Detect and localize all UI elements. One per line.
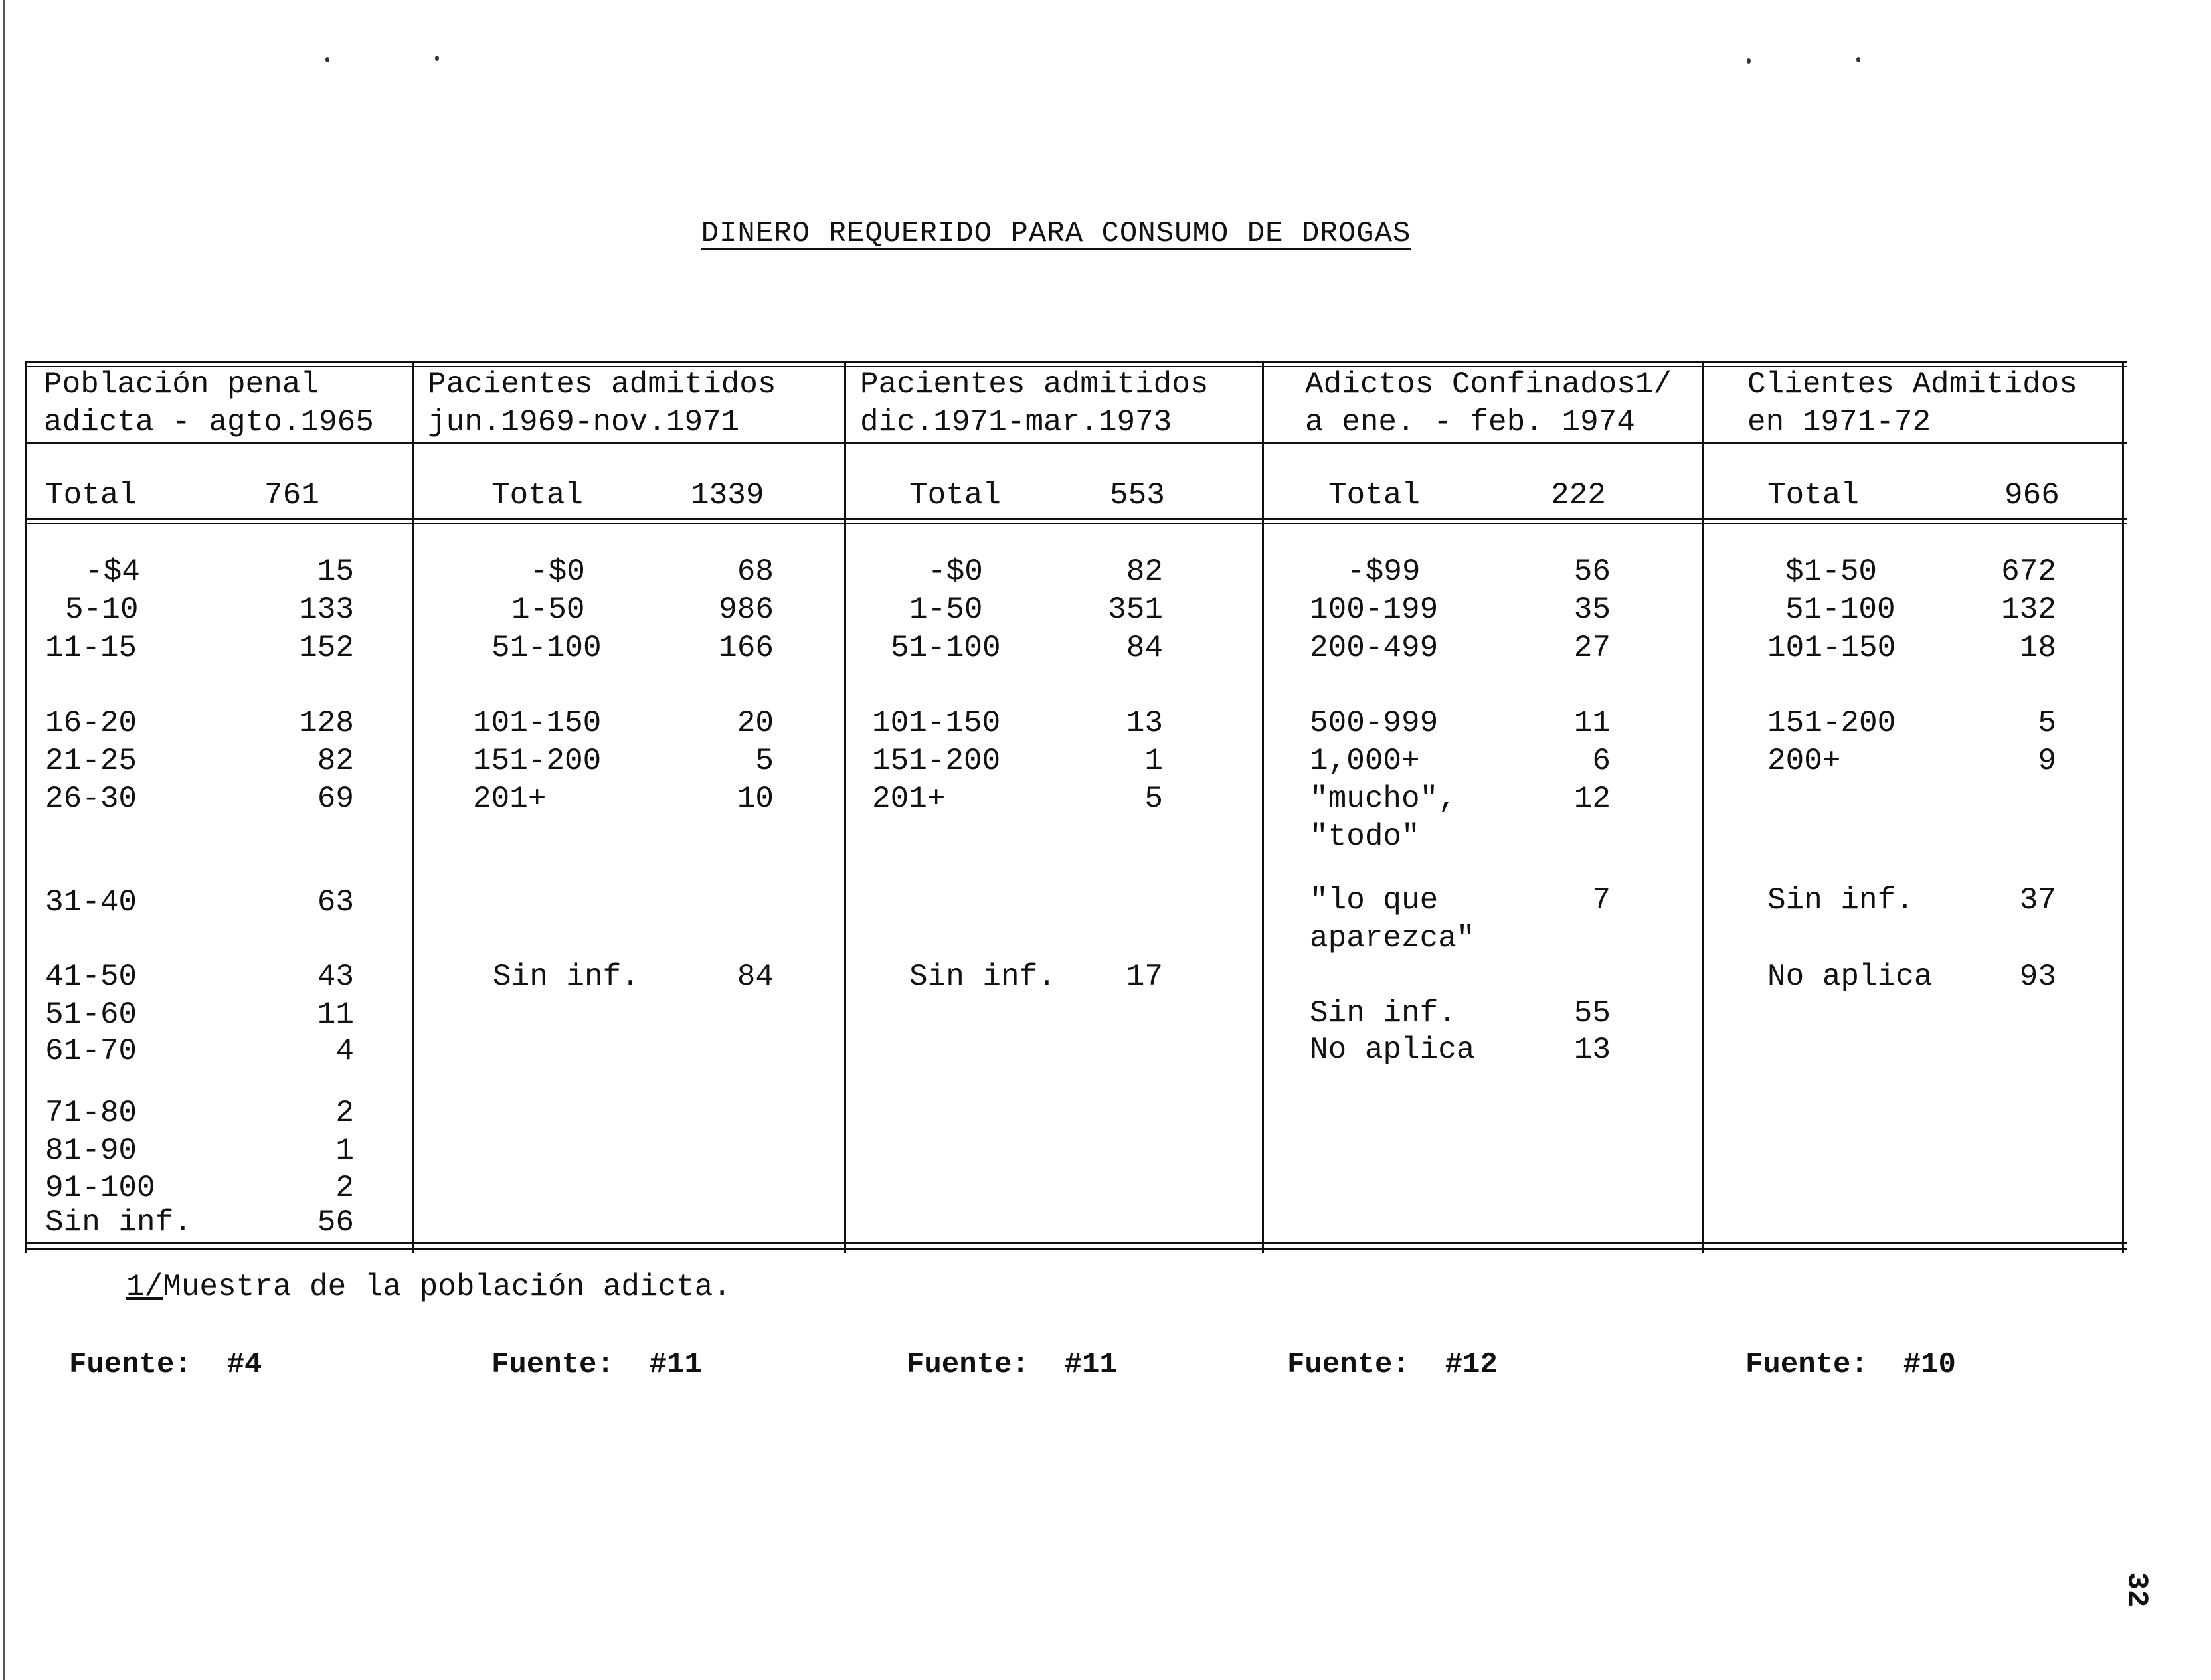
count-cell: 672 [2001, 554, 2056, 589]
range-cell: 1,000+ [1310, 744, 1420, 778]
total-label: Total [45, 478, 137, 513]
source-citation [907, 1350, 1117, 1379]
scan-speck [1747, 58, 1751, 64]
count-cell: 15 [317, 554, 354, 589]
count-cell: 17 [1126, 960, 1163, 994]
scan-speck [325, 57, 329, 62]
col-divider [2122, 361, 2124, 1253]
range-cell: -$0 [928, 554, 983, 589]
total-value: 553 [1110, 478, 1165, 513]
count-cell: 12 [1573, 782, 1611, 816]
range-cell: Sin inf. [1310, 996, 1457, 1031]
count-cell: 1 [1144, 744, 1163, 778]
count-cell: 13 [1126, 706, 1163, 740]
column-pacientes-1969-1971 [412, 361, 844, 1253]
total-label: Total [491, 478, 584, 513]
count-cell: 4 [335, 1034, 354, 1068]
range-cell: Sin inf. [1767, 883, 1914, 918]
count-cell: 43 [317, 960, 354, 994]
count-cell: 11 [317, 997, 354, 1032]
range-cell: 26-30 [45, 782, 137, 816]
column-header-line2: adicta - agto.1965 [44, 405, 374, 440]
range-cell: 101-150 [1767, 631, 1896, 665]
source-ref: #11 [1064, 1348, 1117, 1381]
range-cell: 11-15 [45, 631, 137, 665]
count-cell: 56 [1573, 554, 1611, 589]
range-cell: 151-200 [473, 744, 602, 778]
range-cell: 51-100 [1785, 592, 1896, 627]
column-header-line1: Clientes Admitidos [1747, 367, 2078, 402]
count-cell: 56 [317, 1205, 354, 1240]
range-cell: 201+ [872, 782, 946, 816]
column-poblacion-penal [25, 361, 412, 1253]
footnote-text: Muestra de la población adicta. [163, 1270, 731, 1304]
column-header-line1: Pacientes admitidos [860, 367, 1209, 402]
count-cell: 2 [335, 1171, 354, 1205]
count-cell: 63 [317, 885, 354, 920]
count-cell: 37 [2019, 883, 2056, 918]
range-cell: 61-70 [45, 1034, 137, 1068]
range-cell: 500-999 [1310, 706, 1439, 740]
range-cell: -$4 [85, 554, 140, 589]
total-value: 222 [1551, 478, 1606, 513]
source-citation [1745, 1350, 1956, 1379]
source-label: Fuente: [491, 1348, 614, 1381]
count-cell: 5 [2038, 706, 2056, 740]
column-header-line2: a ene. - feb. 1974 [1305, 405, 1635, 440]
range-cell: 1-50 [909, 592, 983, 627]
count-cell: 18 [2019, 631, 2056, 665]
count-cell: 11 [1573, 706, 1611, 740]
range-cell: 1-50 [511, 592, 585, 627]
source-ref: #12 [1445, 1348, 1498, 1381]
source-citation [1287, 1350, 1498, 1379]
source-ref: #4 [226, 1348, 262, 1381]
range-cell: $1-50 [1785, 554, 1878, 589]
range-cell: No aplica [1310, 1033, 1475, 1067]
count-cell: 10 [737, 782, 774, 816]
range-cell: 51-100 [891, 631, 1001, 665]
count-cell: 20 [737, 706, 774, 740]
column-header-line2: jun.1969-nov.1971 [428, 405, 740, 440]
column-header-line2: dic.1971-mar.1973 [860, 405, 1172, 440]
range-cell: No aplica [1767, 960, 1933, 994]
column-header-line1: Población penal [44, 367, 319, 402]
source-label: Fuente: [69, 1348, 192, 1381]
count-cell: 132 [2001, 592, 2056, 627]
range-cell: "mucho", [1310, 782, 1457, 816]
range-cell: -$99 [1347, 554, 1421, 589]
page-number: 32 [2119, 1572, 2153, 1608]
count-cell: 27 [1573, 631, 1611, 665]
range-cell: 151-200 [872, 744, 1001, 778]
range-cell: 101-150 [473, 706, 602, 740]
count-cell: 986 [719, 592, 774, 627]
count-cell: 2 [335, 1096, 354, 1130]
total-value: 761 [264, 478, 319, 513]
count-cell: 6 [1592, 744, 1611, 778]
source-label: Fuente: [1745, 1348, 1868, 1381]
count-cell: 68 [737, 554, 774, 589]
column-clientes-admitidos [1702, 361, 2122, 1253]
footnote [126, 1272, 731, 1302]
count-cell: 84 [1126, 631, 1163, 665]
range-cell: 51-100 [491, 631, 602, 665]
scan-speck [435, 56, 439, 61]
range-cell: 16-20 [45, 706, 137, 740]
count-cell: 9 [2038, 744, 2056, 778]
source-label: Fuente: [907, 1348, 1029, 1381]
range-cell: 71-80 [45, 1096, 137, 1130]
range-cell: Sin inf. [909, 960, 1056, 994]
range-cell: 5-10 [65, 592, 139, 627]
column-pacientes-1971-1973 [844, 361, 1262, 1253]
range-cell: 91-100 [45, 1171, 155, 1205]
count-cell: 84 [737, 960, 774, 994]
range-cell: 41-50 [45, 960, 137, 994]
source-citation [69, 1350, 262, 1379]
page-edge-rule [3, 0, 5, 1680]
count-cell: 7 [1592, 883, 1611, 918]
count-cell: 133 [299, 592, 354, 627]
range-cell: 21-25 [45, 744, 137, 778]
range-cell: 100-199 [1310, 592, 1439, 627]
count-cell: 351 [1108, 592, 1163, 627]
column-header-line2: en 1971-72 [1747, 405, 1931, 440]
range-cell: "todo" [1310, 819, 1420, 854]
source-ref: #11 [649, 1348, 702, 1381]
range-cell: 51-60 [45, 997, 137, 1032]
column-header-line1: Pacientes admitidos [428, 367, 776, 402]
range-cell: -$0 [530, 554, 585, 589]
range-cell: 81-90 [45, 1134, 137, 1168]
count-cell: 166 [719, 631, 774, 665]
page-title: DINERO REQUERIDO PARA CONSUMO DE DROGAS [701, 217, 1411, 250]
count-cell: 82 [1126, 554, 1163, 589]
count-cell: 35 [1573, 592, 1611, 627]
range-cell: Sin inf. [493, 960, 640, 994]
count-cell: 5 [1144, 782, 1163, 816]
count-cell: 55 [1573, 996, 1611, 1031]
total-label: Total [1328, 478, 1421, 513]
count-cell: 69 [317, 782, 354, 816]
scan-speck [1856, 57, 1860, 62]
footnote-marker: 1/ [126, 1270, 163, 1304]
source-citation [491, 1350, 702, 1379]
column-adictos-confinados [1262, 361, 1702, 1253]
count-cell: 128 [299, 706, 354, 740]
source-label: Fuente: [1287, 1348, 1410, 1381]
total-label: Total [1767, 478, 1860, 513]
range-cell: "lo que [1310, 883, 1439, 918]
range-cell: 200+ [1767, 744, 1841, 778]
range-cell: Sin inf. [45, 1205, 192, 1240]
total-label: Total [909, 478, 1002, 513]
source-ref: #10 [1903, 1348, 1956, 1381]
count-cell: 82 [317, 744, 354, 778]
drug-money-table [25, 361, 2127, 1253]
range-cell: aparezca" [1310, 921, 1475, 956]
count-cell: 1 [335, 1134, 354, 1168]
total-value: 1339 [691, 478, 764, 513]
column-header-line1: Adictos Confinados1/ [1305, 367, 1672, 402]
range-cell: 200-499 [1310, 631, 1439, 665]
range-cell: 201+ [473, 782, 547, 816]
count-cell: 93 [2019, 960, 2056, 994]
range-cell: 31-40 [45, 885, 137, 920]
range-cell: 101-150 [872, 706, 1001, 740]
count-cell: 13 [1573, 1033, 1611, 1067]
count-cell: 5 [755, 744, 774, 778]
count-cell: 152 [299, 631, 354, 665]
total-value: 966 [2004, 478, 2060, 513]
range-cell: 151-200 [1767, 706, 1896, 740]
